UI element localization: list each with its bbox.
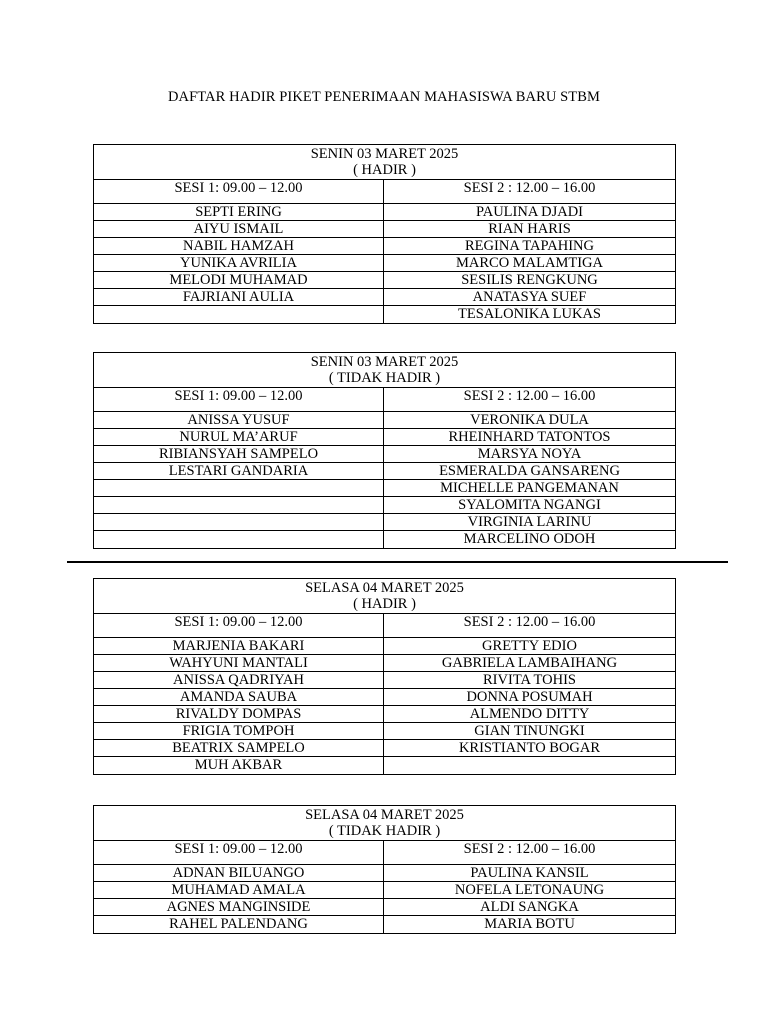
table-row — [94, 429, 676, 446]
session-1-name: AIYU ISMAIL — [94, 221, 384, 238]
table-row — [94, 706, 676, 723]
session-2-name: KRISTIANTO BOGAR — [384, 740, 676, 757]
session-2-name: NOFELA LETONAUNG — [384, 882, 676, 899]
session-1-name: AMANDA SAUBA — [94, 689, 384, 706]
session-2-name: ALMENDO DITTY — [384, 706, 676, 723]
session-1-name: NURUL MA’ARUF — [94, 429, 384, 446]
table-row — [94, 480, 676, 497]
date-label: SENIN 03 MARET 2025 — [310, 146, 459, 162]
table-row — [94, 689, 676, 706]
session-2-name: MARCO MALAMTIGA — [384, 255, 676, 272]
session-2-header: SESI 2 : 12.00 – 16.00 — [384, 180, 676, 204]
table-row — [94, 740, 676, 757]
table-header — [94, 145, 676, 180]
session-1-name: FAJRIANI AULIA — [94, 289, 384, 306]
table-row — [94, 412, 676, 429]
attendance-table — [93, 805, 676, 934]
status-label: ( HADIR ) — [353, 596, 416, 612]
session-2-name: MICHELLE PANGEMANAN — [384, 480, 676, 497]
table-header — [94, 806, 676, 841]
table-row — [94, 638, 676, 655]
attendance-table — [93, 578, 676, 775]
session-1-header: SESI 1: 09.00 – 12.00 — [94, 180, 384, 204]
attendance-table — [93, 352, 676, 549]
session-2-name: RHEINHARD TATONTOS — [384, 429, 676, 446]
session-2-name: MARSYA NOYA — [384, 446, 676, 463]
session-1-name — [94, 306, 384, 324]
session-2-name: PAULINA DJADI — [384, 204, 676, 221]
attendance-table — [93, 144, 676, 324]
table-header — [94, 579, 676, 614]
session-2-name: ALDI SANGKA — [384, 899, 676, 916]
table-row — [94, 916, 676, 934]
session-1-header: SESI 1: 09.00 – 12.00 — [94, 614, 384, 638]
table-row — [94, 882, 676, 899]
table-row — [94, 289, 676, 306]
session-1-header: SESI 1: 09.00 – 12.00 — [94, 388, 384, 412]
status-label: ( HADIR ) — [353, 162, 416, 178]
session-1-name — [94, 531, 384, 549]
session-1-name: RAHEL PALENDANG — [94, 916, 384, 934]
session-2-name — [384, 757, 676, 775]
status-label: ( TIDAK HADIR ) — [328, 823, 441, 839]
session-2-name: VERONIKA DULA — [384, 412, 676, 429]
session-1-header: SESI 1: 09.00 – 12.00 — [94, 841, 384, 865]
session-1-name: MUHAMAD AMALA — [94, 882, 384, 899]
table-header — [94, 353, 676, 388]
session-2-header: SESI 2 : 12.00 – 16.00 — [384, 841, 676, 865]
session-1-name: MELODI MUHAMAD — [94, 272, 384, 289]
session-1-name: WAHYUNI MANTALI — [94, 655, 384, 672]
status-label: ( TIDAK HADIR ) — [328, 370, 441, 386]
session-1-name: ADNAN BILUANGO — [94, 865, 384, 882]
date-label: SELASA 04 MARET 2025 — [305, 580, 464, 596]
session-1-name: RIBIANSYAH SAMPELO — [94, 446, 384, 463]
session-1-name: FRIGIA TOMPOH — [94, 723, 384, 740]
table-row — [94, 306, 676, 324]
table-row — [94, 463, 676, 480]
table-row — [94, 865, 676, 882]
page-title: DAFTAR HADIR PIKET PENERIMAAN MAHASISWA BARU STBM — [167, 89, 601, 105]
table-row — [94, 238, 676, 255]
table-row — [94, 272, 676, 289]
table-row — [94, 204, 676, 221]
session-2-name: RIAN HARIS — [384, 221, 676, 238]
table-row — [94, 899, 676, 916]
date-label: SELASA 04 MARET 2025 — [305, 807, 464, 823]
table-row — [94, 531, 676, 549]
session-2-name: MARCELINO ODOH — [384, 531, 676, 549]
session-1-name: ANISSA QADRIYAH — [94, 672, 384, 689]
table-row — [94, 514, 676, 531]
session-2-name: SYALOMITA NGANGI — [384, 497, 676, 514]
table-row — [94, 255, 676, 272]
session-1-name — [94, 497, 384, 514]
session-1-name: BEATRIX SAMPELO — [94, 740, 384, 757]
session-2-name: PAULINA KANSIL — [384, 865, 676, 882]
session-2-name: GIAN TINUNGKI — [384, 723, 676, 740]
table-row — [94, 757, 676, 775]
session-1-name — [94, 514, 384, 531]
session-2-name: GABRIELA LAMBAIHANG — [384, 655, 676, 672]
session-2-header: SESI 2 : 12.00 – 16.00 — [384, 614, 676, 638]
session-2-name: GRETTY EDIO — [384, 638, 676, 655]
table-row — [94, 221, 676, 238]
session-2-header: SESI 2 : 12.00 – 16.00 — [384, 388, 676, 412]
session-1-name: RIVALDY DOMPAS — [94, 706, 384, 723]
section-divider — [67, 561, 728, 563]
session-1-name: LESTARI GANDARIA — [94, 463, 384, 480]
table-row — [94, 723, 676, 740]
table-row — [94, 655, 676, 672]
table-row — [94, 672, 676, 689]
session-1-name: NABIL HAMZAH — [94, 238, 384, 255]
session-2-name: TESALONIKA LUKAS — [384, 306, 676, 324]
session-1-name — [94, 480, 384, 497]
table-row — [94, 497, 676, 514]
session-1-name: MUH AKBAR — [94, 757, 384, 775]
session-2-name: ANATASYA SUEF — [384, 289, 676, 306]
session-1-name: ANISSA YUSUF — [94, 412, 384, 429]
session-2-name: RIVITA TOHIS — [384, 672, 676, 689]
session-1-name: YUNIKA AVRILIA — [94, 255, 384, 272]
session-1-name: AGNES MANGINSIDE — [94, 899, 384, 916]
date-label: SENIN 03 MARET 2025 — [310, 354, 459, 370]
session-1-name: SEPTI ERING — [94, 204, 384, 221]
table-row — [94, 446, 676, 463]
session-2-name: SESILIS RENGKUNG — [384, 272, 676, 289]
session-1-name: MARJENIA BAKARI — [94, 638, 384, 655]
session-2-name: VIRGINIA LARINU — [384, 514, 676, 531]
session-2-name: MARIA BOTU — [384, 916, 676, 934]
session-2-name: ESMERALDA GANSARENG — [384, 463, 676, 480]
session-2-name: REGINA TAPAHING — [384, 238, 676, 255]
session-2-name: DONNA POSUMAH — [384, 689, 676, 706]
